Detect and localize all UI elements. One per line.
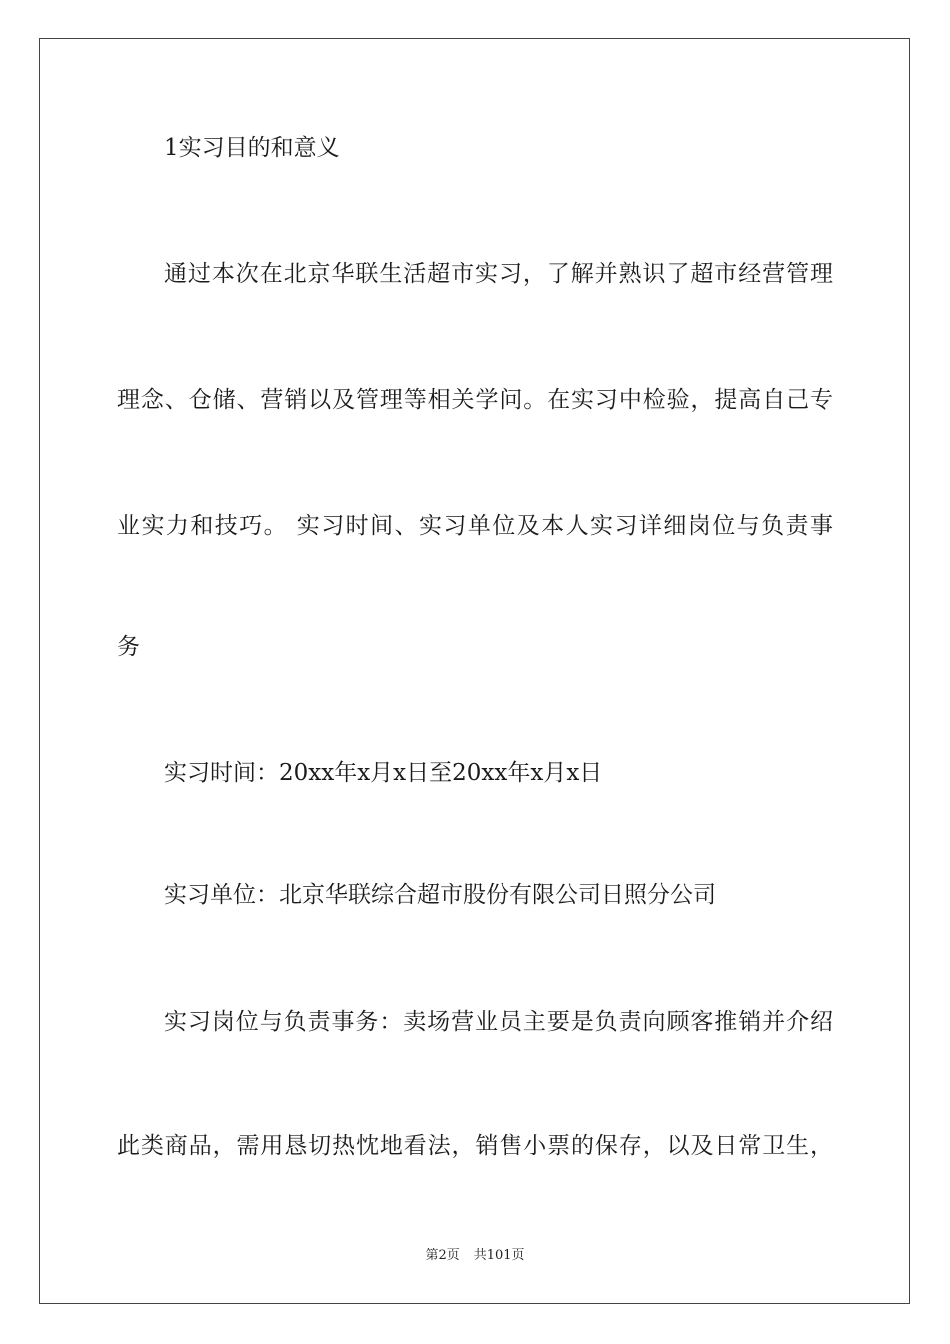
internship-position-line-2: 此类商品，需用恳切热忱地看法，销售小票的保存，以及日常卫生， bbox=[117, 1133, 833, 1159]
internship-time: 实习时间：20xx年x月x日至20xx年x月x日 bbox=[164, 760, 603, 786]
paragraph-line-4: 务 bbox=[117, 634, 140, 660]
internship-unit: 实习单位：北京华联综合超市股份有限公司日照分公司 bbox=[164, 882, 716, 908]
paragraph-line-3: 业实力和技巧。 实习时间、实习单位及本人实习详细岗位与负责事 bbox=[117, 513, 833, 539]
page-border bbox=[39, 38, 910, 1304]
section-heading: 1实习目的和意义 bbox=[164, 135, 340, 161]
paragraph-line-2: 理念、仓储、营销以及管理等相关学问。在实习中检验，提高自己专 bbox=[117, 387, 833, 413]
page-total: 共101页 bbox=[473, 1248, 525, 1263]
page-footer bbox=[0, 1247, 950, 1265]
internship-position-line-1: 实习岗位与负责事务：卖场营业员主要是负责向顾客推销并介绍 bbox=[164, 1009, 833, 1035]
page-number: 第2页 bbox=[425, 1248, 460, 1263]
paragraph-line-1: 通过本次在北京华联生活超市实习，了解并熟识了超市经营管理 bbox=[164, 261, 833, 287]
